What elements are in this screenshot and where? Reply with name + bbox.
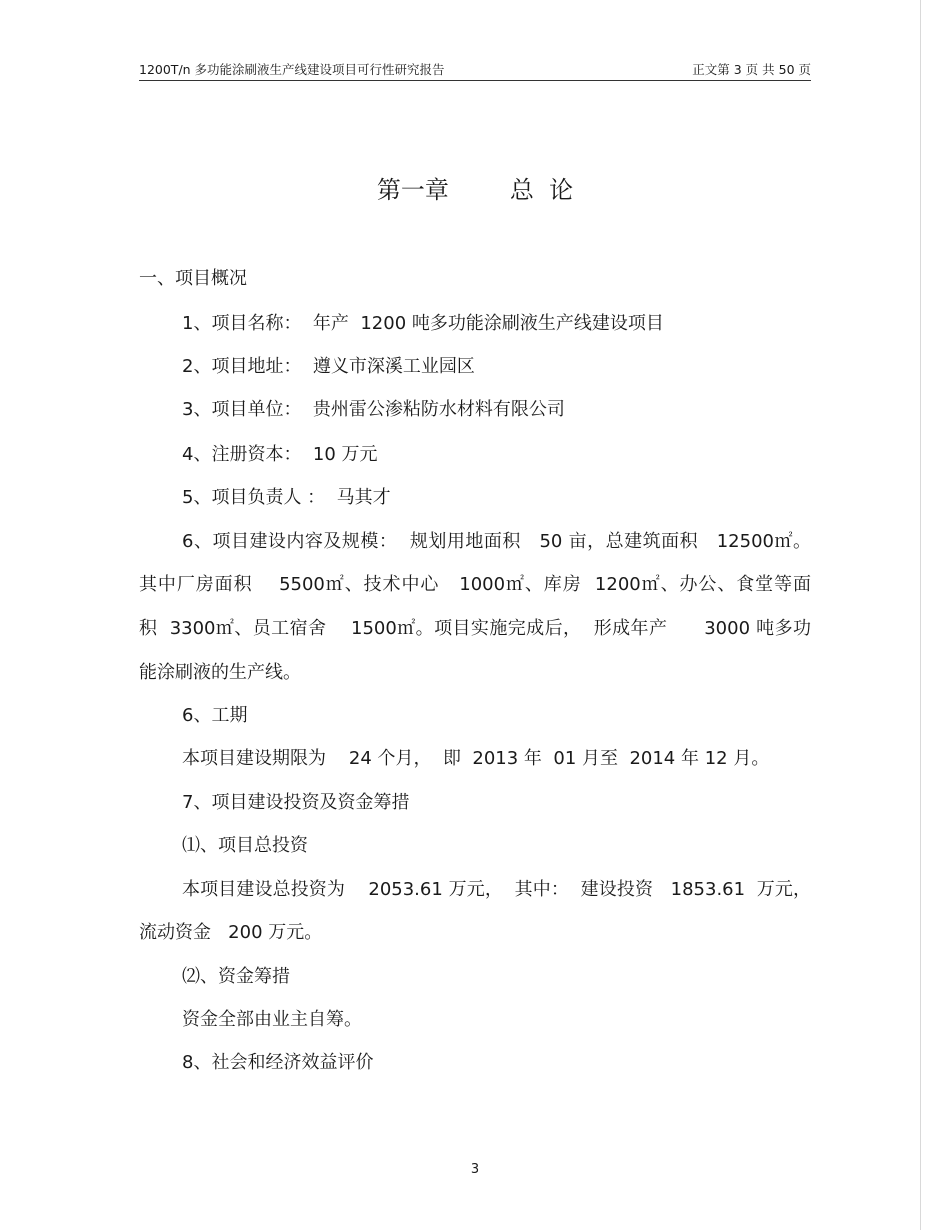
item-schedule-heading: 6、工期 <box>182 705 248 726</box>
item-scale-line-3: 积 3300㎡、员工宿舍 1500㎡。项目实施完成后， 形成年产 3000 吨多功 <box>139 618 811 639</box>
page-number: 3 <box>470 1162 480 1177</box>
header-page-info: 正文第 3 页 共 50 页 <box>692 62 811 77</box>
header-report-title: 1200T/n 多功能涂刷液生产线建设项目可行性研究报告 <box>139 62 445 77</box>
item-registered-capital: 4、注册资本： 10 万元 <box>182 444 378 465</box>
total-investment-line-2: 流动资金 200 万元。 <box>139 922 323 943</box>
item-investment-heading: 7、项目建设投资及资金筹措 <box>182 792 410 813</box>
item-project-unit: 3、项目单位： 贵州雷公渗粘防水材料有限公司 <box>182 399 565 420</box>
page-header <box>139 60 811 82</box>
item-project-address: 2、项目地址： 遵义市深溪工业园区 <box>182 356 475 377</box>
total-investment-line-1: 本项目建设总投资为 2053.61 万元， 其中： 建设投资 1853.61 万元， <box>182 879 811 900</box>
item-project-name: 1、项目名称： 年产 1200 吨多功能涂刷液生产线建设项目 <box>182 313 664 334</box>
item-scale-line-4: 能涂刷液的生产线。 <box>139 662 301 683</box>
item-project-leader: 5、项目负责人 ： 马其才 <box>182 487 391 508</box>
item-evaluation-heading: 8、社会和经济效益评价 <box>182 1052 374 1073</box>
chapter-title: 第一章 总 论 <box>376 176 574 204</box>
header-rule <box>139 80 811 81</box>
section-heading: 一、项目概况 <box>139 268 247 289</box>
item-scale-line-2: 其中厂房面积 5500㎡、技术中心 1000㎡、库房 1200㎡、办公、食堂等面 <box>139 574 811 595</box>
funding-text: 资金全部由业主自筹。 <box>182 1009 362 1030</box>
total-investment-heading: ⑴、项目总投资 <box>182 835 308 856</box>
schedule-text: 本项目建设期限为 24 个月， 即 2013 年 01 月至 2014 年 12 月。 <box>182 748 770 769</box>
funding-heading: ⑵、资金筹措 <box>182 966 290 987</box>
item-scale-line-1: 6、项目建设内容及规模： 规划用地面积 50 亩，总建筑面积 12500㎡。 <box>182 531 811 552</box>
